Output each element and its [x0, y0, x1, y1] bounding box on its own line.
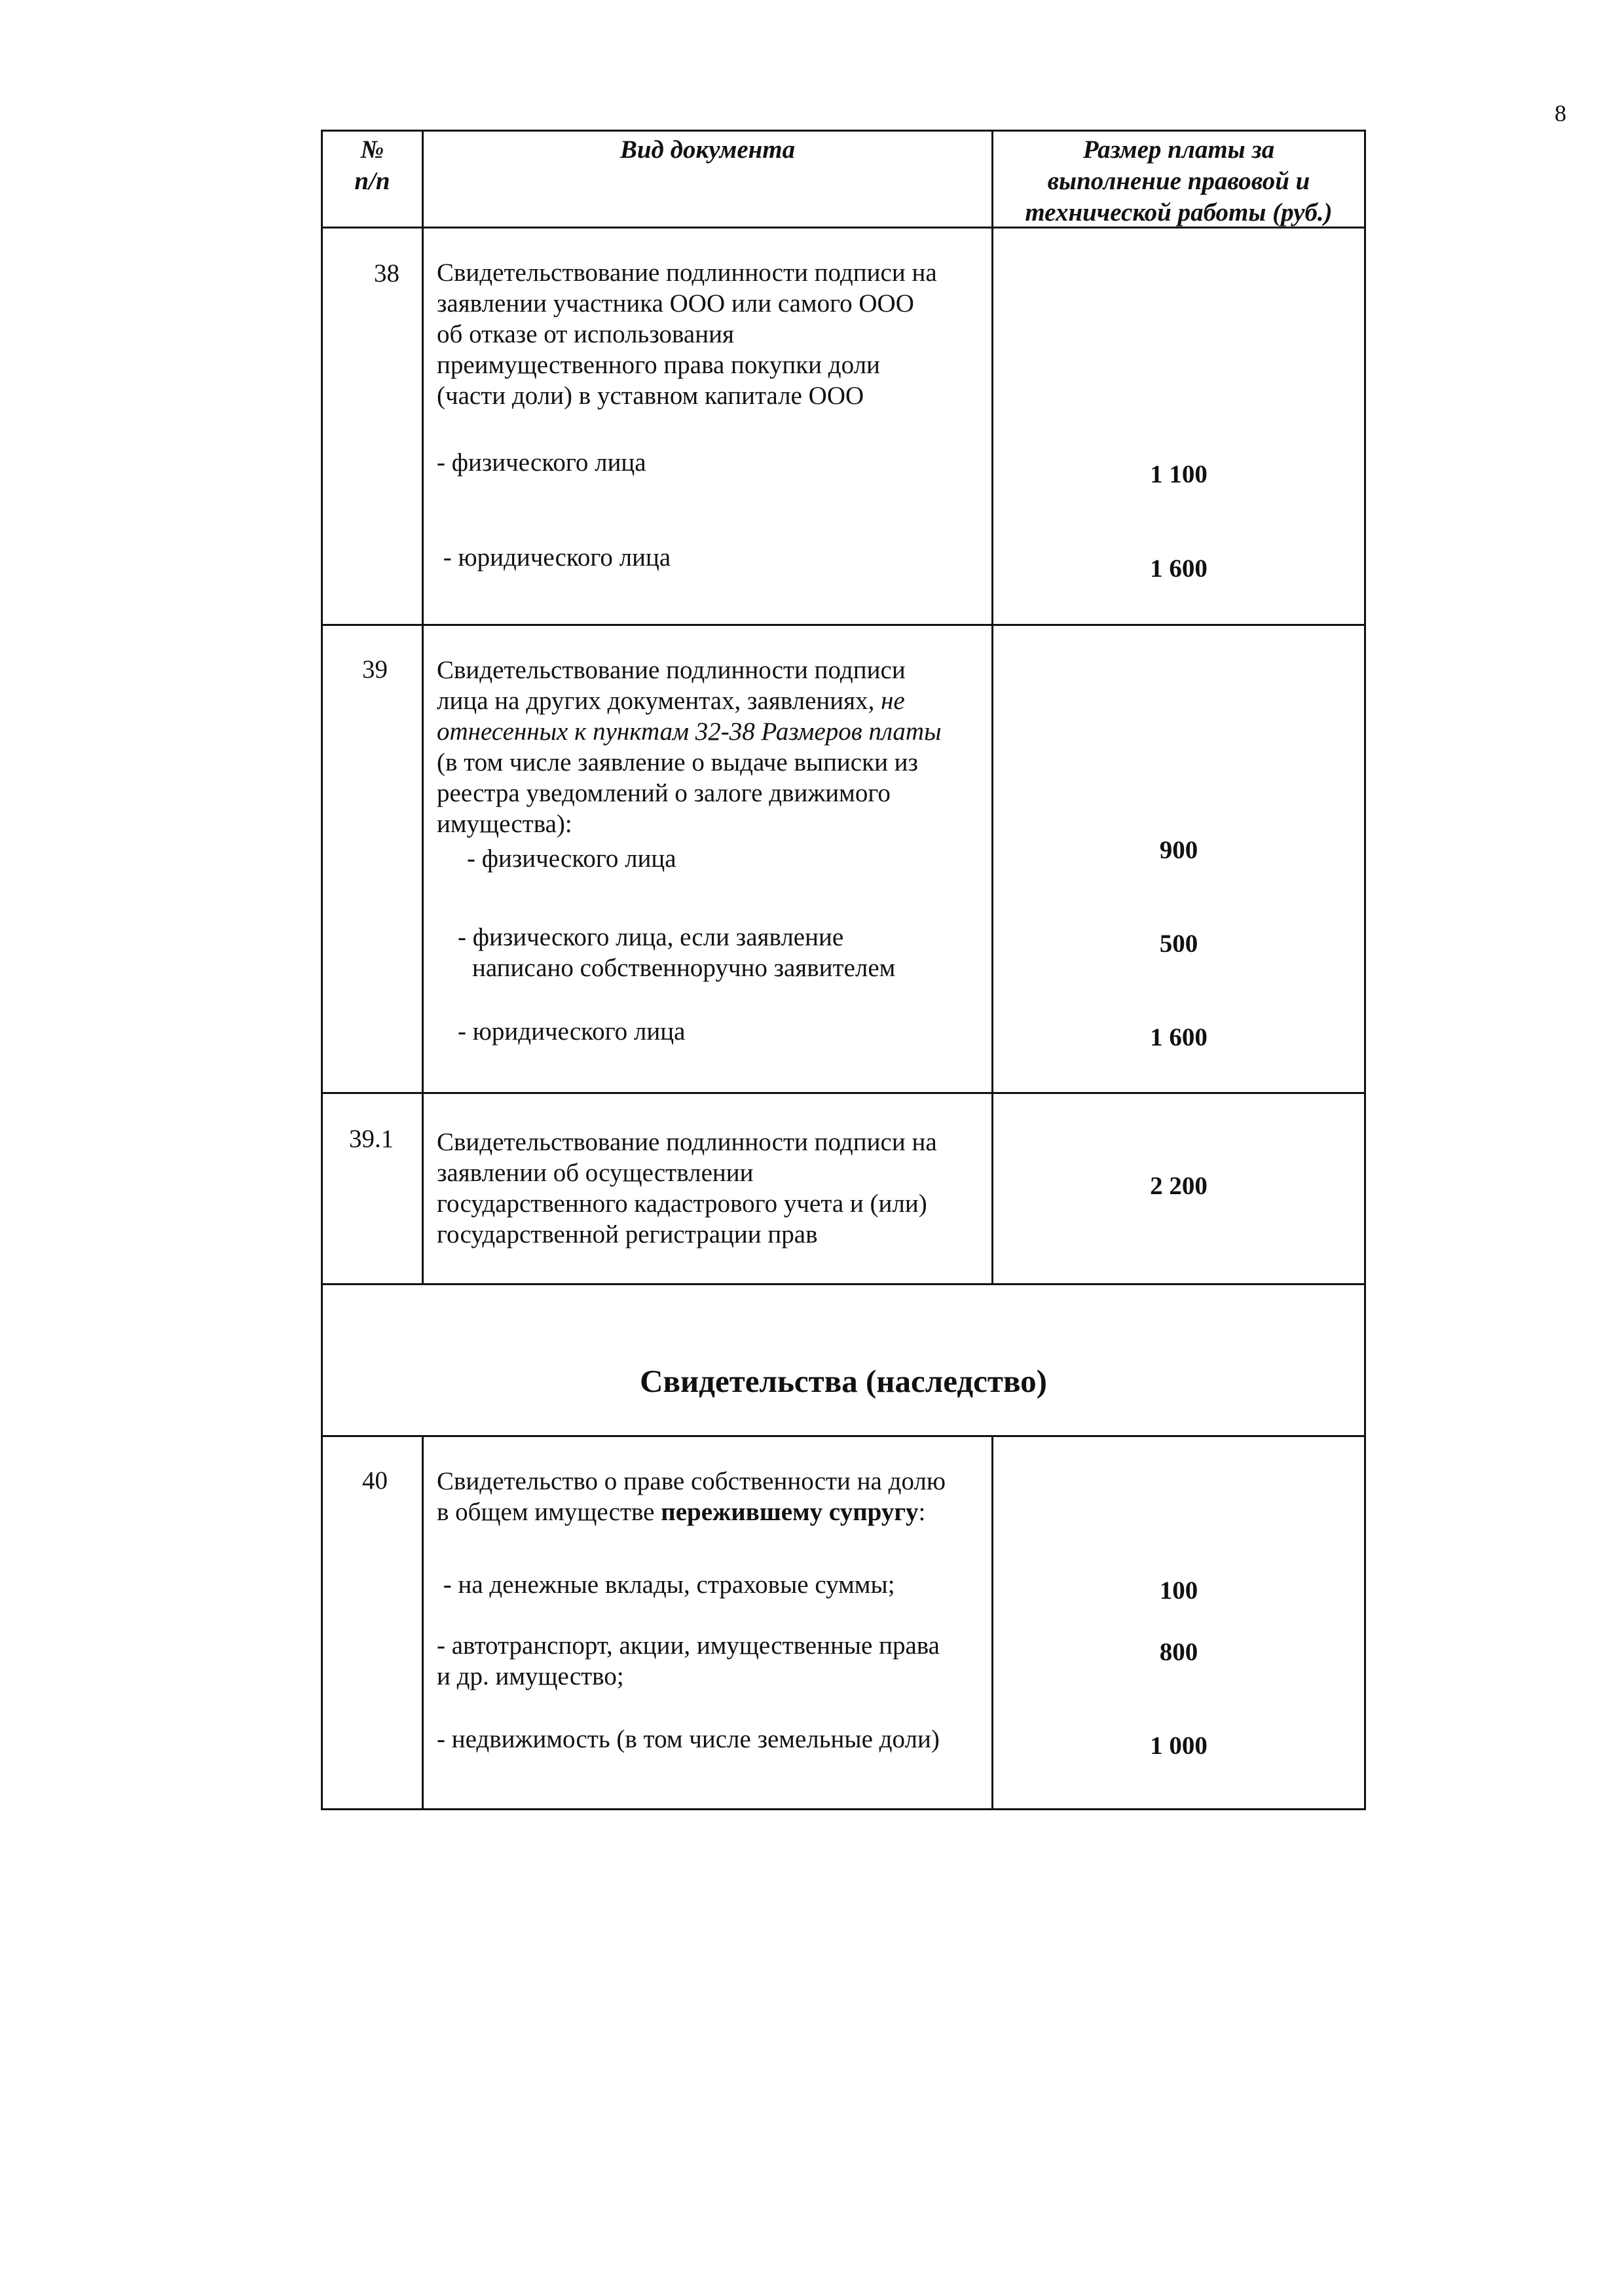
row-description-cell: [424, 228, 993, 624]
description-line: имущества):: [437, 810, 572, 838]
item-label: - на денежные вклады, страховые суммы;: [437, 1571, 895, 1599]
description-line: Свидетельство о праве собственности на долю: [437, 1467, 946, 1495]
description-line: [437, 685, 942, 716]
table-row-38: [323, 227, 1364, 624]
description-line: (части доли) в уставном капитале ООО: [437, 382, 864, 410]
row-number-cell: [323, 1437, 424, 1808]
description-line: Свидетельствование подлинности подписи: [437, 656, 906, 684]
description-italic-text: не: [881, 687, 905, 715]
fee-table: [321, 130, 1366, 1810]
row-number: 39: [362, 655, 388, 683]
row-fee-cell: [993, 626, 1364, 1092]
item-label: - недвижимость (в том числе земельные доли): [437, 1725, 940, 1753]
item-label: [458, 922, 895, 983]
description-line: государственной регистрации прав: [437, 1220, 818, 1248]
description-line: Свидетельствование подлинности подписи на: [437, 1128, 937, 1156]
table-header-row: [323, 132, 1364, 227]
item-label-line: - физического лица, если заявление: [458, 923, 844, 951]
row-description: [437, 1466, 946, 1527]
item-label: - юридического лица: [458, 1017, 686, 1046]
row-fee-cell: [993, 228, 1364, 624]
fee-value: 1 000: [1150, 1732, 1208, 1760]
row-description-cell: [424, 626, 993, 1092]
description-line: (в том числе заявление о выдаче выписки из: [437, 748, 918, 776]
header-number-line1: №: [360, 136, 384, 164]
item-label: [437, 1630, 940, 1692]
item-label-line: и др. имущество;: [437, 1662, 624, 1690]
description-italic-line: отнесенных к пунктам 32-38 Размеров платы: [437, 718, 942, 746]
row-number-cell: [323, 1094, 424, 1283]
header-fee-line1: Размер платы за: [1082, 136, 1275, 164]
table-row-40: [323, 1435, 1364, 1808]
description-text: :: [918, 1498, 926, 1526]
item-label-line: написано собственноручно заявителем: [472, 954, 896, 982]
fee-value: 100: [1159, 1576, 1198, 1605]
description-text: в общем имуществе: [437, 1498, 661, 1526]
header-number-line2: п/п: [354, 167, 390, 195]
row-number-cell: [323, 626, 424, 1092]
description-line: заявлении участника ООО или самого ООО: [437, 289, 914, 318]
item-label-line: - автотранспорт, акции, имущественные права: [437, 1631, 940, 1660]
header-fee-cell: [993, 132, 1364, 227]
description-line: преимущественного права покупки доли: [437, 351, 880, 379]
description-line: государственного кадастрового учета и (или): [437, 1190, 927, 1218]
page-number: 8: [1555, 100, 1566, 126]
fee-value: 1 600: [1150, 1023, 1208, 1051]
row-description-cell: [424, 1094, 993, 1283]
description-line: реестра уведомлений о залоге движимого: [437, 779, 891, 807]
header-fee-line3: технической работы (руб.): [1025, 198, 1333, 227]
table-row-39-1: [323, 1092, 1364, 1283]
fee-value: 900: [1159, 836, 1198, 864]
header-document-cell: [424, 132, 993, 227]
row-number: 38: [374, 259, 399, 287]
description-text: лица на других документах, заявлениях,: [437, 687, 881, 715]
row-fee-cell: [993, 1437, 1364, 1808]
fee-value: 2 200: [1150, 1172, 1208, 1200]
row-description: [437, 1127, 937, 1250]
header-document-label: Вид документа: [619, 136, 796, 164]
row-number-cell: [323, 228, 424, 624]
row-description: [437, 655, 942, 839]
item-label: - физического лица: [437, 448, 646, 477]
row-number: 39.1: [349, 1125, 394, 1153]
fee-value: 800: [1159, 1638, 1198, 1666]
row-fee-cell: [993, 1094, 1364, 1283]
fee-value: 1 600: [1150, 555, 1208, 583]
item-label: - юридического лица: [437, 543, 671, 572]
section-title: Свидетельства (наследство): [640, 1363, 1047, 1399]
table-row-39: [323, 624, 1364, 1092]
fee-value: 1 100: [1150, 460, 1208, 488]
description-bold-text: пережившему супругу: [661, 1498, 919, 1526]
description-line: заявлении об осуществлении: [437, 1159, 754, 1187]
row-number: 40: [362, 1467, 388, 1495]
row-description: [437, 257, 937, 411]
description-line: [437, 1497, 946, 1527]
fee-value: 500: [1159, 930, 1198, 958]
description-line: Свидетельствование подлинности подписи на: [437, 259, 937, 287]
header-number-cell: [323, 132, 424, 227]
section-row: [323, 1283, 1364, 1435]
item-label: - физического лица: [467, 845, 676, 873]
description-line: об отказе от использования: [437, 320, 734, 348]
header-fee-line2: выполнение правовой и: [1047, 167, 1310, 195]
row-description-cell: [424, 1437, 993, 1808]
